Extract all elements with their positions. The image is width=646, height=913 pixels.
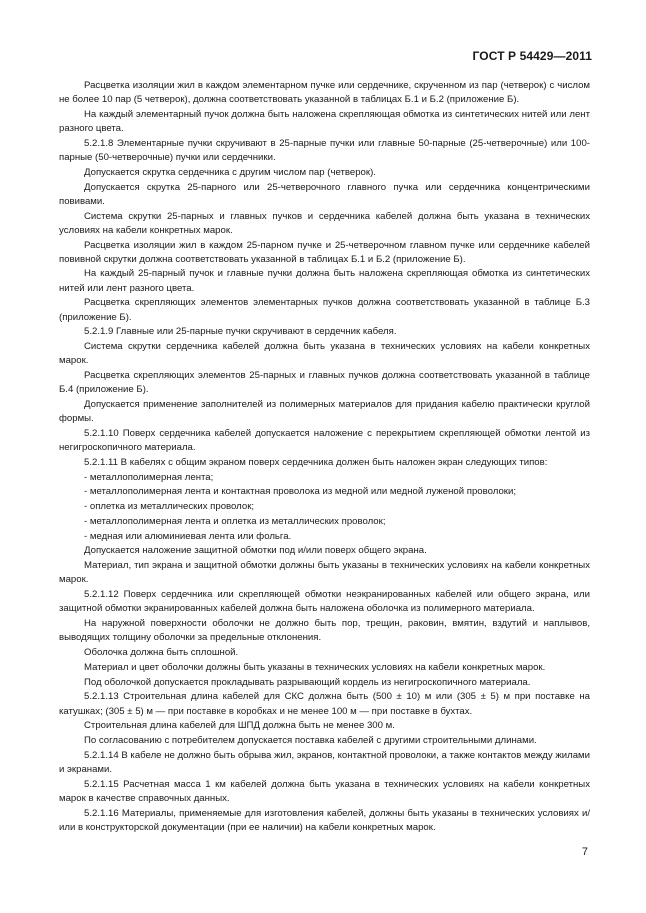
paragraph: 5.2.1.13 Строительная длина кабелей для СКС должна быть (500 ± 10) м или (305 ± 5) м при поставке на катушках; (305 ± 5) м — при поставке в коробках и не менее 100 м — при поставке в бухтах. bbox=[59, 691, 590, 717]
paragraph: Допускается применение заполнителей из полимерных материалов для придания кабелю практически круглой формы. bbox=[59, 399, 590, 425]
paragraph: 5.2.1.9 Главные или 25-парные пучки скручивают в сердечник кабеля. bbox=[84, 326, 397, 338]
paragraph: 5.2.1.8 Элементарные пучки скручивают в 25-парные пучки или главные 50-парные (25-четверочные) или 100-парные (50-четверочные) пучки или сердечники. bbox=[59, 137, 590, 164]
paragraph: Оболочка должна быть сплошной. bbox=[84, 647, 239, 659]
paragraph: 5.2.1.10 Поверх сердечника кабелей допускается наложение с перекрытием скрепляющей обмотки лентой из негигроскопичного материала. bbox=[59, 427, 590, 454]
page-number: 7 bbox=[581, 846, 588, 858]
paragraph: 5.2.1.14 В кабеле не должно быть обрыва жил, экранов, контактной проволоки, а также контактов между жилами и экранами. bbox=[59, 749, 590, 775]
list-item: - металлополимерная лента; bbox=[84, 471, 214, 483]
paragraph: По согласованию с потребителем допускается поставка кабелей с другими строительными длинами. bbox=[84, 735, 537, 746]
paragraph: Расцветка скрепляющих элементов 25-парных и главных пучков должна соответствовать указанной в таблице Б.4 (приложение Б). bbox=[59, 370, 590, 396]
paragraph: Материал и цвет оболочки должны быть указаны в технических условиях на кабели конкретных марок. bbox=[84, 661, 546, 673]
paragraph: На каждый 25-парный пучок и главные пучки должна быть наложена скрепляющая обмотка из синтетических нитей или лент разного цвета. bbox=[59, 268, 590, 294]
paragraph: Строительная длина кабелей для ШПД должна быть не менее 300 м. bbox=[84, 720, 395, 732]
document-header: ГОСТ Р 54429—2011 bbox=[472, 49, 592, 63]
paragraph: 5.2.1.11 В кабелях с общим экраном поверх сердечника должен быть наложен экран следующих типов: bbox=[84, 456, 548, 468]
paragraph: Материал, тип экрана и защитной обмотки должны быть указаны в технических условиях на кабели конкретных марок. bbox=[59, 560, 590, 586]
paragraph: Расцветка изоляции жил в каждом 25-парном пучке и 25-четверочном главном пучке или сердечнике кабелей повивной скрутки должна соответствовать указанной в таблицах Б.1 и Б.2 (приложение Б). bbox=[59, 239, 590, 265]
paragraph: Расцветка скрепляющих элементов элементарных пучков должна соответствовать указанной в таблице Б.3 (приложение Б). bbox=[59, 297, 590, 323]
paragraph: Система скрутки 25-парных и главных пучков и сердечника кабелей должна быть указана в технических условиях на кабели конкретных марок. bbox=[59, 210, 590, 236]
paragraph: 5.2.1.12 Поверх сердечника или скрепляющей обмотки неэкранированных кабелей или общего экрана, или защитной обмотки экранированных кабелей должна быть наложена оболочка из полимерного материала. bbox=[59, 589, 590, 615]
paragraph: Допускается скрутка сердечника с другим числом пар (четверок). bbox=[84, 166, 376, 178]
paragraph: Под оболочкой допускается прокладывать разрывающий кордель из негигроскопичного материала. bbox=[84, 676, 531, 688]
paragraph: 5.2.1.15 Расчетная масса 1 км кабелей должна быть указана в технических условиях на кабели конкретных марок в качестве справочных данных. bbox=[59, 778, 590, 804]
paragraph: На каждый элементарный пучок должна быть наложена скрепляющая обмотка из синтетических нитей или лент разного цвета. bbox=[59, 108, 590, 135]
paragraph: Допускается наложение защитной обмотки под и/или поверх общего экрана. bbox=[84, 545, 427, 557]
list-item: - металлополимерная лента и контактная проволока из медной или медной луженой проволоки; bbox=[84, 486, 517, 498]
paragraph: Система скрутки сердечника кабелей должна быть указана в технических условиях на кабели конкретных марок. bbox=[59, 341, 590, 367]
document-body bbox=[59, 79, 590, 836]
paragraph: 5.2.1.16 Материалы, применяемые для изготовления кабелей, должны быть указаны в технических условиях и/или в конструкторской документации (при ее наличии) на кабели конкретных марок. bbox=[59, 807, 590, 833]
paragraph: На наружной поверхности оболочки не должно быть пор, трещин, раковин, вмятин, вздутий и наплывов, выводящих толщину оболочки за предельные отклонения. bbox=[59, 618, 590, 644]
paragraph: Расцветка изоляции жил в каждом элементарном пучке или сердечнике, скрученном из пар (четверок) с числом не более 10 пар (5 четверок), должна соответствовать указанной в таблицах Б.1 и Б.2 (приложение Б). bbox=[59, 80, 590, 106]
list-item: - оплетка из металлических проволок; bbox=[84, 501, 255, 513]
list-item: - медная или алюминиевая лента или фольга. bbox=[84, 530, 292, 542]
list-item: - металлополимерная лента и оплетка из металлических проволок; bbox=[84, 515, 386, 527]
paragraph: Допускается скрутка 25-парного или 25-четверочного главного пучка или сердечника концентрическими повивами. bbox=[59, 181, 590, 207]
